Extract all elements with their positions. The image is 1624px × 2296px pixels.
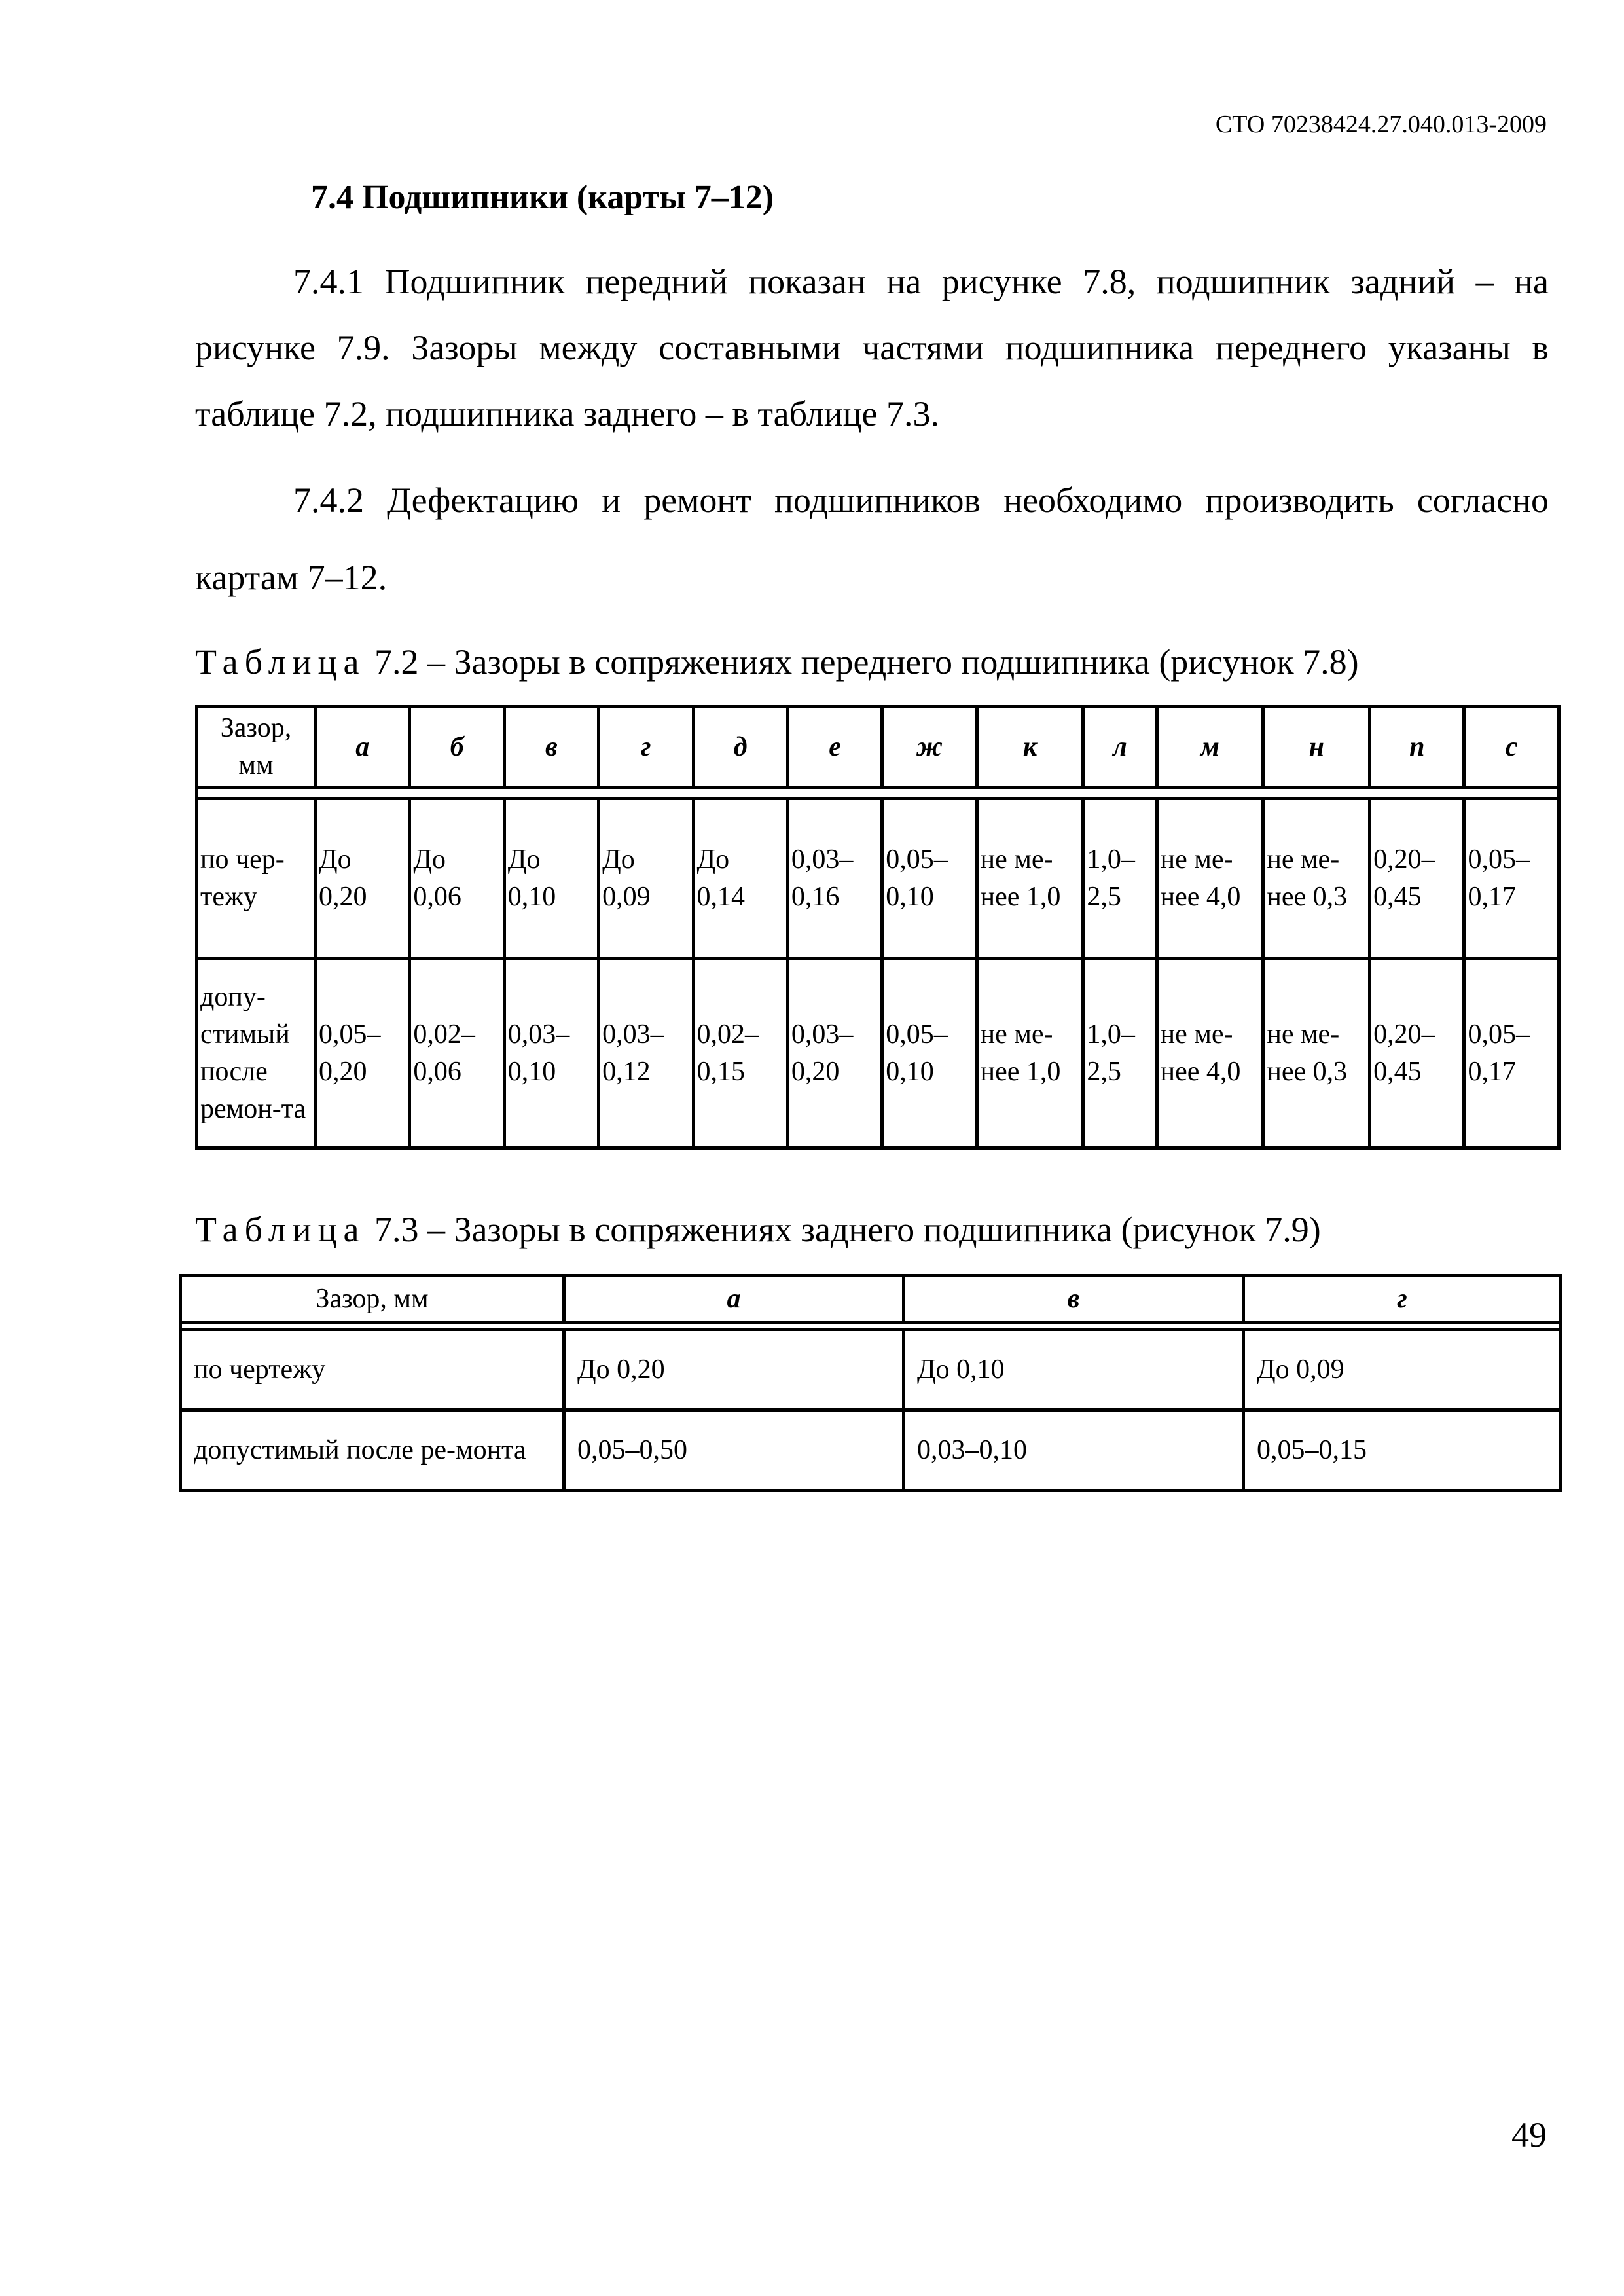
table-7-2 xyxy=(195,705,1561,1150)
header-corner: Зазор, мм xyxy=(181,1276,564,1322)
table-cell: 0,05–0,10 xyxy=(882,959,977,1148)
column-header: е xyxy=(787,707,882,788)
table-cell: 0,02–0,15 xyxy=(693,959,787,1148)
table-cell: 0,03–0,20 xyxy=(787,959,882,1148)
column-header: в xyxy=(904,1276,1244,1322)
page-number: 49 xyxy=(1511,2115,1547,2155)
table-cell: не ме-нее 1,0 xyxy=(977,799,1083,959)
table-cell: 0,05–0,15 xyxy=(1244,1410,1561,1491)
column-header: б xyxy=(410,707,504,788)
column-header: м xyxy=(1157,707,1263,788)
table-row xyxy=(197,799,1559,959)
table-7-3 xyxy=(179,1274,1562,1492)
table-cell: 0,03–0,10 xyxy=(904,1410,1244,1491)
column-header: а xyxy=(316,707,410,788)
table-row xyxy=(181,1330,1561,1410)
table-cell: До 0,09 xyxy=(1244,1330,1561,1410)
header-corner: Зазор, мм xyxy=(197,707,316,788)
caption-text: 7.2 – Зазоры в сопряжениях переднего подшипника (рисунок 7.8) xyxy=(365,642,1359,682)
table-7-2-caption xyxy=(195,642,1359,682)
column-header: ж xyxy=(882,707,977,788)
column-header: с xyxy=(1464,707,1559,788)
table-cell: 0,03–0,16 xyxy=(787,799,882,959)
table-cell: 0,05–0,50 xyxy=(564,1410,904,1491)
document-code: СТО 70238424.27.040.013-2009 xyxy=(1215,111,1547,138)
table-cell: 1,0–2,5 xyxy=(1083,799,1157,959)
column-header: л xyxy=(1083,707,1157,788)
row-label: допу-стимый после ремон-та xyxy=(197,959,316,1148)
row-label: по чертежу xyxy=(181,1330,564,1410)
column-header: к xyxy=(977,707,1083,788)
column-header: н xyxy=(1263,707,1370,788)
table-cell: не ме-нее 4,0 xyxy=(1157,959,1263,1148)
table-cell: До 0,20 xyxy=(316,799,410,959)
table-cell: 0,20–0,45 xyxy=(1370,799,1464,959)
column-header: п xyxy=(1370,707,1464,788)
table-cell: не ме-нее 4,0 xyxy=(1157,799,1263,959)
table-cell: 0,03–0,10 xyxy=(504,959,598,1148)
table-row xyxy=(181,1410,1561,1491)
row-label: допустимый после ре-монта xyxy=(181,1410,564,1491)
table-cell: 0,03–0,12 xyxy=(599,959,693,1148)
table-header-row xyxy=(197,707,1559,788)
table-cell: не ме-нее 1,0 xyxy=(977,959,1083,1148)
table-cell: До 0,09 xyxy=(599,799,693,959)
table-cell: До 0,10 xyxy=(504,799,598,959)
table-cell: 0,05–0,17 xyxy=(1464,959,1559,1148)
table-cell: 0,05–0,17 xyxy=(1464,799,1559,959)
paragraph-7-4-2: 7.4.2 Дефектацию и ремонт подшипников необходимо производить согласно картам 7–12. xyxy=(195,481,1549,597)
table-cell: До 0,10 xyxy=(904,1330,1244,1410)
section-title: 7.4 Подшипники (карты 7–12) xyxy=(311,179,774,216)
column-header: в xyxy=(504,707,598,788)
table-cell: не ме-нее 0,3 xyxy=(1263,959,1370,1148)
table-cell: 0,02–0,06 xyxy=(410,959,504,1148)
caption-label: Таблица xyxy=(195,642,366,682)
table-cell: 0,05–0,10 xyxy=(882,799,977,959)
table-cell: До 0,06 xyxy=(410,799,504,959)
table-cell: До 0,20 xyxy=(564,1330,904,1410)
table-header-row xyxy=(181,1276,1561,1322)
column-header: г xyxy=(1244,1276,1561,1322)
column-header: г xyxy=(599,707,693,788)
table-cell: 0,20–0,45 xyxy=(1370,959,1464,1148)
row-label: по чер-тежу xyxy=(197,799,316,959)
paragraph-7-4-1: 7.4.1 Подшипник передний показан на рисунке 7.8, подшипник задний – на рисунке 7.9. Зазоры между составными частями подшипника переднего указаны в таблице 7.2, подшипника заднего – в таблице 7.3. xyxy=(195,262,1549,433)
caption-label: Таблица xyxy=(195,1210,366,1249)
table-cell: не ме-нее 0,3 xyxy=(1263,799,1370,959)
table-cell: 0,05–0,20 xyxy=(316,959,410,1148)
table-cell: 1,0–2,5 xyxy=(1083,959,1157,1148)
caption-text: 7.3 – Зазоры в сопряжениях заднего подшипника (рисунок 7.9) xyxy=(365,1210,1321,1249)
table-cell: До 0,14 xyxy=(693,799,787,959)
table-7-3-caption xyxy=(195,1209,1321,1250)
column-header: д xyxy=(693,707,787,788)
column-header: а xyxy=(564,1276,904,1322)
table-row xyxy=(197,959,1559,1148)
